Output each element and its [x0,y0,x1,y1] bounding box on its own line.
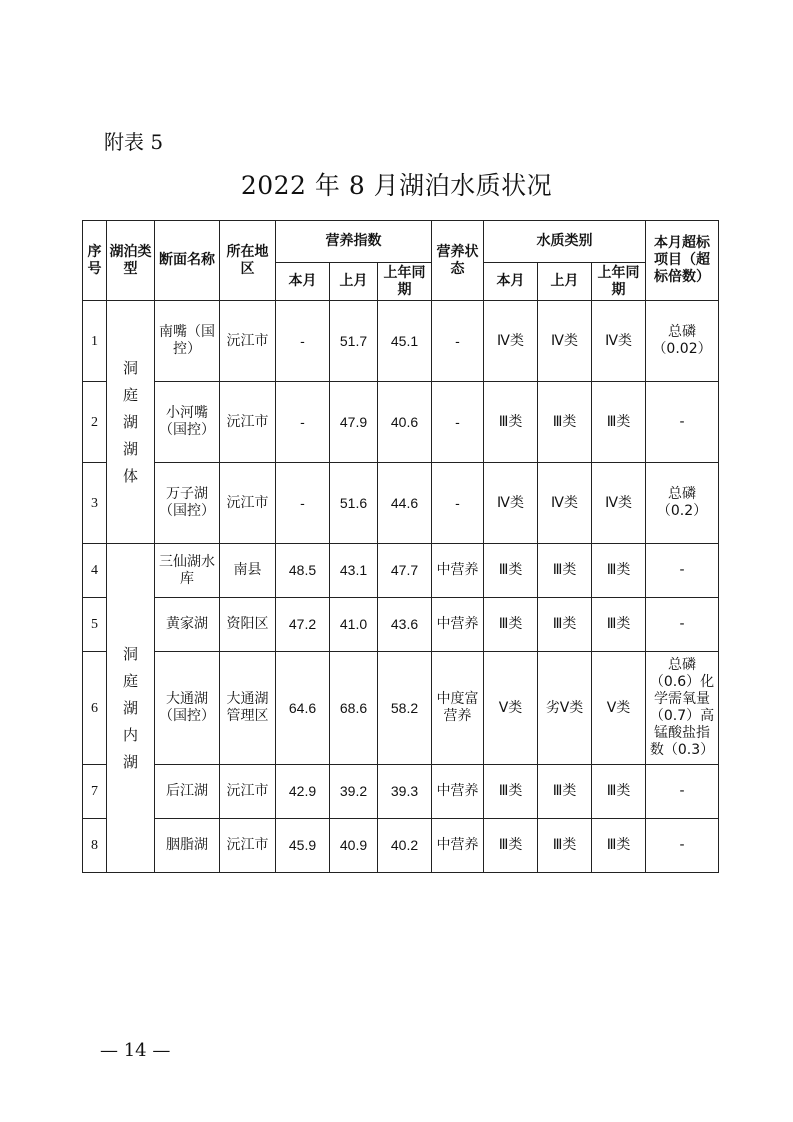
cell-wc-last-month: Ⅳ类 [538,301,592,382]
cell-section: 南嘴（国控） [155,301,220,382]
cell-wc-last-year: Ⅲ类 [592,382,646,463]
cell-wc-last-month: Ⅲ类 [538,765,592,819]
cell-ti-last-month: 39.2 [330,765,378,819]
cell-trophic-state: - [432,463,484,544]
table-row [83,382,719,463]
group-inner-lakes [107,544,155,873]
table-row [83,301,719,382]
cell-ti-last-year: 47.7 [378,544,432,598]
cell-ti-last-year: 44.6 [378,463,432,544]
cell-ti-this-month: 42.9 [276,765,330,819]
cell-ti-last-year: 40.2 [378,819,432,873]
cell-section: 万子湖（国控） [155,463,220,544]
cell-seq: 3 [83,463,107,544]
cell-ti-last-year: 40.6 [378,382,432,463]
cell-ti-this-month: 48.5 [276,544,330,598]
header-exceed: 本月超标项目（超标倍数） [646,221,719,301]
cell-ti-this-month: - [276,463,330,544]
cell-region: 大通湖管理区 [220,652,276,765]
cell-wc-this-month: Ⅳ类 [484,463,538,544]
cell-seq: 7 [83,765,107,819]
cell-wc-last-month: Ⅲ类 [538,598,592,652]
cell-trophic-state: 中营养 [432,819,484,873]
cell-section: 三仙湖水库 [155,544,220,598]
page-number: — 14 — [100,1040,171,1061]
cell-wc-this-month: Ⅴ类 [484,652,538,765]
header-wc-last-month: 上月 [538,263,592,301]
cell-wc-last-month: Ⅲ类 [538,819,592,873]
cell-ti-last-year: 58.2 [378,652,432,765]
table-row [83,765,719,819]
cell-trophic-state: 中营养 [432,598,484,652]
cell-ti-this-month: - [276,301,330,382]
cell-seq: 6 [83,652,107,765]
cell-region: 南县 [220,544,276,598]
cell-wc-last-year: Ⅲ类 [592,544,646,598]
cell-ti-last-month: 47.9 [330,382,378,463]
cell-section: 胭脂湖 [155,819,220,873]
cell-ti-last-month: 40.9 [330,819,378,873]
cell-wc-last-year: Ⅲ类 [592,819,646,873]
cell-seq: 4 [83,544,107,598]
header-seq: 序号 [83,221,107,301]
cell-ti-last-month: 51.7 [330,301,378,382]
cell-ti-last-year: 39.3 [378,765,432,819]
table-row [83,652,719,765]
cell-ti-last-year: 45.1 [378,301,432,382]
cell-exceed: 总磷（0.6）化学需氧量（0.7）高锰酸盐指数（0.3） [646,652,719,765]
header-ti-last-year: 上年同期 [378,263,432,301]
cell-ti-last-month: 51.6 [330,463,378,544]
cell-region: 沅江市 [220,301,276,382]
group-label: 洞庭湖湖体 [123,358,139,485]
cell-seq: 1 [83,301,107,382]
table-row [83,598,719,652]
cell-wc-last-year: Ⅳ类 [592,463,646,544]
header-lake-type: 湖泊类型 [107,221,155,301]
cell-section: 大通湖（国控） [155,652,220,765]
cell-wc-this-month: Ⅲ类 [484,598,538,652]
cell-wc-this-month: Ⅲ类 [484,819,538,873]
group-label: 洞庭湖内湖 [123,644,139,771]
cell-section: 黄家湖 [155,598,220,652]
water-quality-table [82,220,719,873]
cell-trophic-state: 中营养 [432,765,484,819]
cell-region: 沅江市 [220,382,276,463]
header-region: 所在地区 [220,221,276,301]
table-row [83,544,719,598]
cell-trophic-state: 中度富营养 [432,652,484,765]
cell-section: 小河嘴（国控） [155,382,220,463]
cell-wc-last-year: Ⅲ类 [592,598,646,652]
cell-wc-last-year: Ⅳ类 [592,301,646,382]
cell-ti-this-month: 45.9 [276,819,330,873]
cell-wc-this-month: Ⅲ类 [484,765,538,819]
cell-region: 沅江市 [220,463,276,544]
table-row [83,819,719,873]
cell-ti-last-month: 43.1 [330,544,378,598]
header-water-class: 水质类别 [484,221,646,263]
cell-exceed: 总磷（0.2） [646,463,719,544]
cell-wc-this-month: Ⅲ类 [484,544,538,598]
cell-exceed: - [646,819,719,873]
cell-ti-this-month: 47.2 [276,598,330,652]
cell-trophic-state: - [432,382,484,463]
cell-region: 资阳区 [220,598,276,652]
header-trophic-index: 营养指数 [276,221,432,263]
cell-wc-this-month: Ⅲ类 [484,382,538,463]
cell-trophic-state: - [432,301,484,382]
cell-trophic-state: 中营养 [432,544,484,598]
header-wc-last-year: 上年同期 [592,263,646,301]
cell-region: 沅江市 [220,765,276,819]
cell-wc-last-month: Ⅳ类 [538,463,592,544]
cell-ti-this-month: 64.6 [276,652,330,765]
cell-seq: 5 [83,598,107,652]
cell-seq: 8 [83,819,107,873]
cell-wc-last-month: Ⅲ类 [538,382,592,463]
cell-wc-last-year: Ⅲ类 [592,765,646,819]
cell-wc-last-month: 劣Ⅴ类 [538,652,592,765]
cell-wc-last-year: Ⅴ类 [592,652,646,765]
cell-exceed: 总磷（0.02） [646,301,719,382]
header-ti-this-month: 本月 [276,263,330,301]
header-ti-last-month: 上月 [330,263,378,301]
cell-region: 沅江市 [220,819,276,873]
cell-ti-last-month: 68.6 [330,652,378,765]
table-row [83,463,719,544]
cell-wc-this-month: Ⅳ类 [484,301,538,382]
cell-exceed: - [646,382,719,463]
header-wc-this-month: 本月 [484,263,538,301]
cell-ti-last-year: 43.6 [378,598,432,652]
cell-section: 后江湖 [155,765,220,819]
cell-wc-last-month: Ⅲ类 [538,544,592,598]
cell-ti-last-month: 41.0 [330,598,378,652]
cell-seq: 2 [83,382,107,463]
cell-exceed: - [646,765,719,819]
cell-exceed: - [646,544,719,598]
header-trophic-state: 营养状态 [432,221,484,301]
group-lake-body [107,301,155,544]
cell-exceed: - [646,598,719,652]
cell-ti-this-month: - [276,382,330,463]
attachment-label: 附表 5 [104,130,164,154]
page-title: 2022 年 8 月湖泊水质状况 [240,171,553,200]
header-section: 断面名称 [155,221,220,301]
